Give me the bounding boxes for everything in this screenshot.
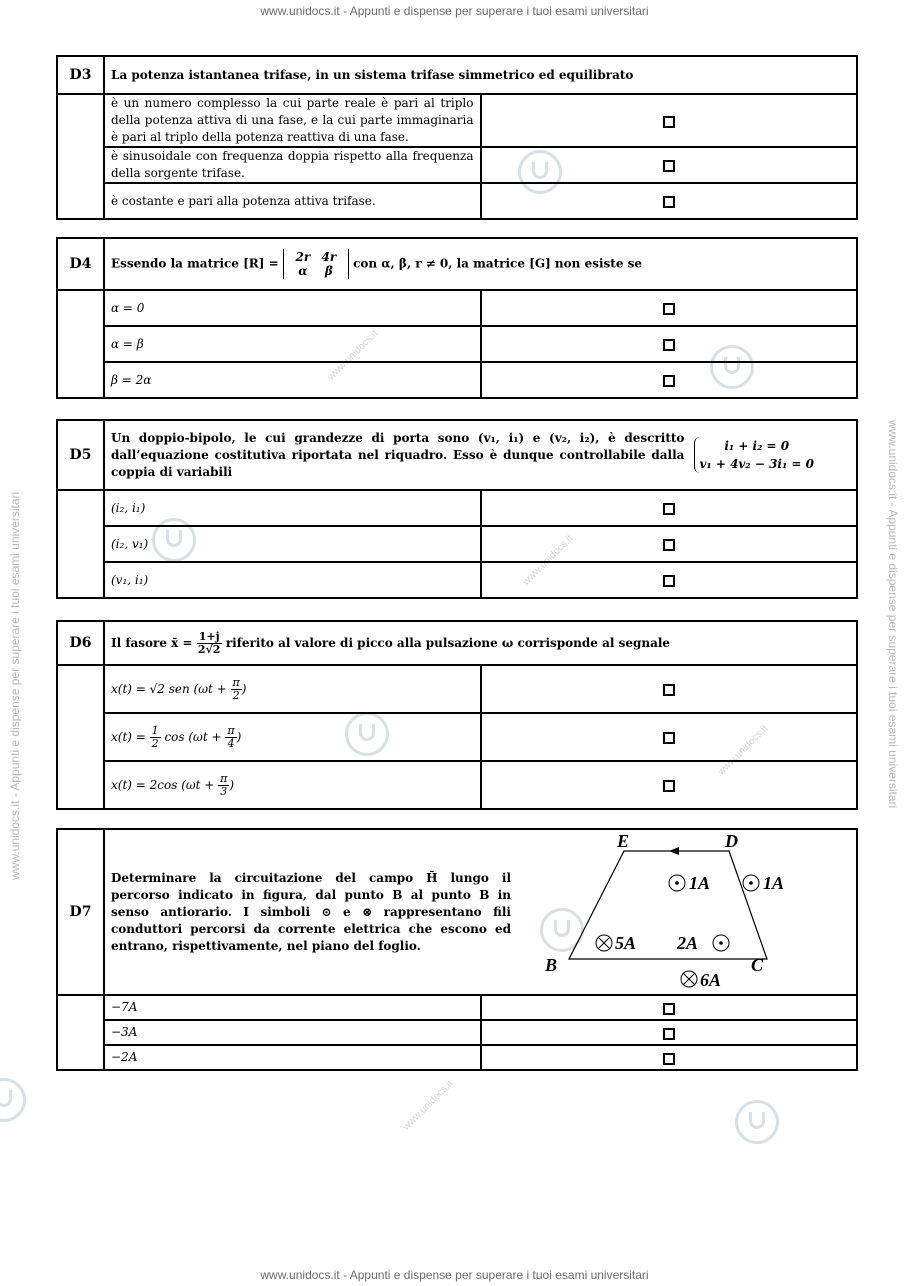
question-text-body: Determinare la circuitazione del campo H̄ lungo il percorso indicato in figura, dal punto B al punto B in senso antiorario. I simboli ⊙ e ⊗ rappresentano fili conduttori percorsi da corrente elettrica che escono ed entrano, rispettivamente, nel piano del foglio.	[111, 870, 511, 953]
question-text	[104, 420, 857, 490]
checkbox-icon	[663, 160, 675, 172]
answer-checkbox[interactable]	[481, 290, 858, 326]
point-label-c: C	[751, 955, 764, 975]
checkbox-icon	[663, 1053, 675, 1065]
answer-checkbox[interactable]	[481, 562, 858, 598]
fraction-numerator: π	[220, 771, 228, 785]
question-code: D4	[57, 238, 104, 290]
checkbox-icon	[663, 575, 675, 587]
fraction-denominator: 2	[151, 736, 159, 750]
watermark-top: www.unidocs.it - Appunti e dispense per superare i tuoi esami universitari	[260, 4, 649, 18]
point-label-e: E	[617, 831, 630, 851]
answer-checkbox[interactable]	[481, 147, 858, 183]
blank-cell	[57, 995, 104, 1070]
answer-checkbox[interactable]	[481, 183, 858, 219]
fraction-numerator: π	[227, 723, 235, 737]
formula-part: )	[229, 777, 235, 792]
matrix-cell: α	[298, 264, 308, 278]
checkbox-icon	[663, 503, 675, 515]
path-trapezoid	[569, 851, 767, 959]
matrix-r	[283, 249, 349, 279]
answer-checkbox[interactable]	[481, 713, 858, 761]
option-text: −7A	[104, 995, 481, 1020]
arrow-left-icon	[669, 847, 679, 855]
question-d7	[56, 828, 858, 1071]
question-text-post: con α, β, r ≠ 0, la matrice [G] non esiste se	[353, 256, 643, 271]
current-label: 1A	[763, 873, 785, 893]
answer-checkbox[interactable]	[481, 665, 858, 713]
option-text: (v₁, i₁)	[104, 562, 481, 598]
blank-cell	[57, 94, 104, 219]
matrix-cell: β	[324, 264, 333, 278]
answer-checkbox[interactable]	[481, 526, 858, 562]
question-text: La potenza istantanea trifase, in un sistema trifase simmetrico ed equilibrato	[104, 56, 857, 94]
checkbox-icon	[663, 116, 675, 128]
fraction-denominator: 4	[227, 736, 235, 750]
current-out-dot-icon	[719, 941, 723, 945]
fraction-numerator: 1	[151, 723, 159, 737]
fraction-numerator: 1+j	[198, 629, 220, 643]
checkbox-icon	[663, 339, 675, 351]
watermark-right: www.unidocs.it - Appunti e dispense per superare i tuoi esami universitari	[886, 420, 900, 809]
checkbox-icon	[663, 375, 675, 387]
question-text-body: Un doppio-bipolo, le cui grandezze di porta sono (v₁, i₁) e (v₂, i₂), è descritto dall’equazione costitutiva riportata nel riquadro. Esso è dunque controllabile dalla coppia di variabili	[111, 430, 685, 479]
question-d5	[56, 419, 858, 599]
checkbox-icon	[663, 1003, 675, 1015]
current-label: 5A	[615, 933, 637, 953]
answer-checkbox[interactable]	[481, 94, 858, 147]
formula-fraction	[225, 725, 236, 750]
option-text	[104, 713, 481, 761]
question-text	[104, 238, 857, 290]
formula-fraction	[150, 725, 161, 750]
option-text: α = 0	[104, 290, 481, 326]
formula-part: x(t) = √2 sen (ωt +	[111, 681, 231, 696]
question-d4	[56, 237, 858, 399]
formula-part: x(t) =	[111, 729, 150, 744]
checkbox-icon	[663, 684, 675, 696]
watermark-logo-icon	[735, 1100, 779, 1144]
option-text: β = 2α	[104, 362, 481, 398]
checkbox-icon	[663, 196, 675, 208]
question-text-post: riferito al valore di picco alla pulsazione ω corrisponde al segnale	[225, 635, 671, 650]
question-text-pre: Essendo la matrice [R] =	[111, 256, 279, 271]
option-text: (i₂, v₁)	[104, 526, 481, 562]
checkbox-icon	[663, 1028, 675, 1040]
question-text	[104, 621, 857, 665]
equation-line: v₁ + 4v₂ − 3i₁ = 0	[699, 457, 814, 471]
watermark-diag: www.unidocs.it	[520, 533, 576, 588]
circuit-figure	[529, 831, 829, 993]
answer-checkbox[interactable]	[481, 490, 858, 526]
checkbox-icon	[663, 732, 675, 744]
option-text: −2A	[104, 1045, 481, 1070]
option-text: −3A	[104, 1020, 481, 1045]
option-text	[104, 665, 481, 713]
answer-checkbox[interactable]	[481, 1045, 858, 1070]
checkbox-icon	[663, 539, 675, 551]
question-d3	[56, 55, 858, 220]
answer-checkbox[interactable]	[481, 995, 858, 1020]
option-text: è un numero complesso la cui parte reale è pari al triplo della potenza attiva di una fase, e la cui parte immaginaria è pari al triplo della potenza reattiva di una fase.	[104, 94, 481, 147]
point-label-d: D	[725, 831, 738, 851]
question-text-pre: Il fasore x̄ =	[111, 635, 193, 650]
answer-checkbox[interactable]	[481, 326, 858, 362]
watermark-diag: www.unidocs.it	[400, 1078, 456, 1133]
question-d6	[56, 620, 858, 810]
checkbox-icon	[663, 303, 675, 315]
current-label: 2A	[677, 933, 699, 953]
checkbox-icon	[663, 780, 675, 792]
matrix-cell: 2r	[295, 250, 311, 264]
fraction-numerator: π	[232, 675, 240, 689]
formula-part: )	[236, 729, 242, 744]
watermark-left: www.unidocs.it - Appunti e dispense per superare i tuoi esami universitari	[8, 491, 22, 880]
option-text: è sinusoidale con frequenza doppia rispetto alla frequenza della sorgente trifase.	[104, 147, 481, 183]
option-text	[104, 761, 481, 809]
blank-cell	[57, 665, 104, 809]
current-label: 6A	[700, 970, 722, 990]
phasor-fraction	[197, 631, 222, 656]
watermark-logo-icon	[0, 1078, 26, 1122]
question-code: D6	[57, 621, 104, 665]
formula-part: cos (ωt +	[160, 729, 226, 744]
option-text: α = β	[104, 326, 481, 362]
blank-cell	[57, 490, 104, 598]
watermark-diag: www.unidocs.it	[325, 328, 381, 383]
point-label-b: B	[545, 955, 558, 975]
current-label: 1A	[689, 873, 711, 893]
answer-checkbox[interactable]	[481, 1020, 858, 1045]
answer-checkbox[interactable]	[481, 362, 858, 398]
question-code: D3	[57, 56, 104, 94]
watermark-bottom: www.unidocs.it - Appunti e dispense per superare i tuoi esami universitari	[260, 1268, 649, 1282]
formula-part: )	[241, 681, 247, 696]
equation-system	[694, 437, 814, 473]
blank-cell	[57, 290, 104, 398]
current-out-dot-icon	[749, 881, 753, 885]
fraction-denominator: 2√2	[197, 642, 221, 656]
equation-line: i₁ + i₂ = 0	[724, 439, 790, 453]
fraction-denominator: 2	[232, 688, 240, 702]
question-code: D5	[57, 420, 104, 490]
answer-checkbox[interactable]	[481, 761, 858, 809]
current-out-dot-icon	[675, 881, 679, 885]
question-code: D7	[57, 829, 104, 995]
watermark-diag: www.unidocs.it	[715, 723, 771, 778]
fraction-denominator: 3	[220, 784, 228, 798]
matrix-cell: 4r	[321, 250, 337, 264]
formula-fraction	[231, 677, 242, 702]
option-text: è costante e pari alla potenza attiva trifase.	[104, 183, 481, 219]
question-text	[104, 829, 857, 995]
formula-part: x(t) = 2cos (ωt +	[111, 777, 219, 792]
formula-fraction	[218, 773, 229, 798]
option-text: (i₂, i₁)	[104, 490, 481, 526]
